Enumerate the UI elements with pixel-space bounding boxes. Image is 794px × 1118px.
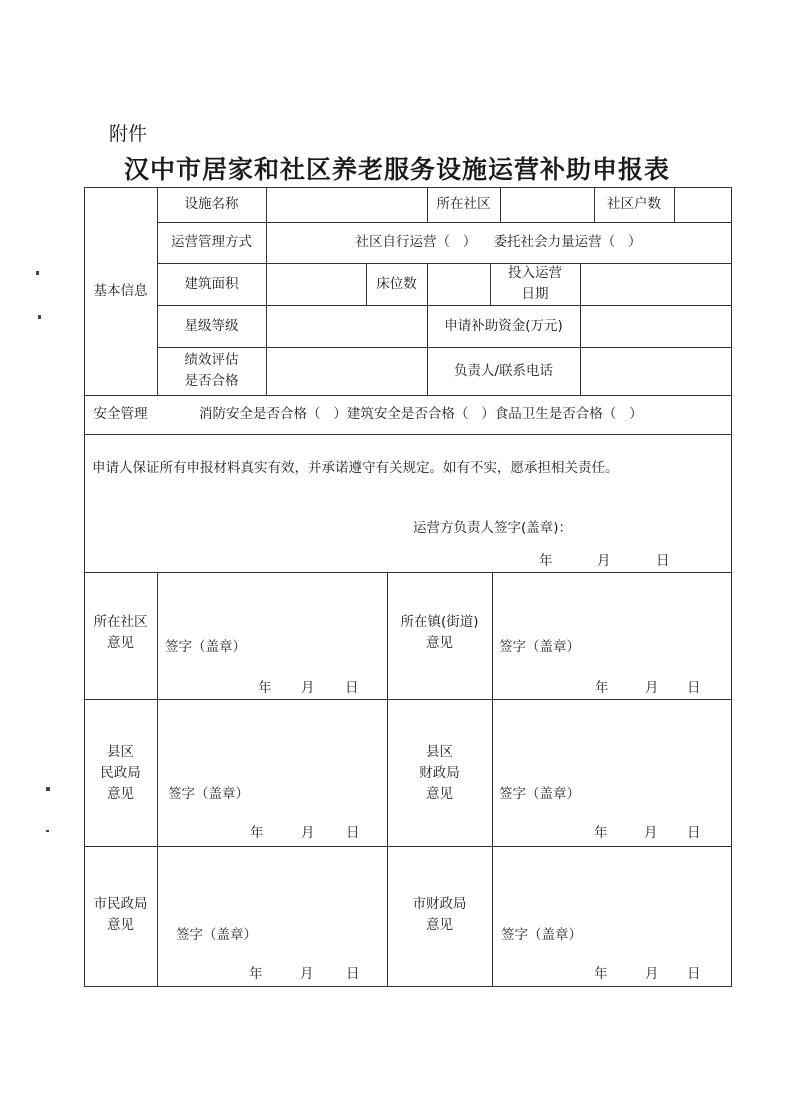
town-opinion-label <box>387 612 492 654</box>
city-civil-affairs-year: 年 <box>249 966 263 982</box>
declaration-month: 月 <box>597 553 611 569</box>
households-field[interactable] <box>674 187 731 222</box>
city-civil-affairs-month: 月 <box>300 966 314 982</box>
community-signature[interactable]: 签字（盖章） <box>165 639 246 655</box>
form-title: 汉中市居家和社区养老服务设施运营补助申报表 <box>123 155 670 184</box>
operation-mode-options[interactable]: 社区自行运营（ ） 委托社会力量运营（ ） <box>355 234 642 250</box>
county-finance-year: 年 <box>594 825 608 841</box>
start-date-label-line1: 投入运营 <box>508 265 562 281</box>
label-line: 意见 <box>426 786 453 802</box>
label-line: 财政局 <box>419 765 460 781</box>
city-finance-day: 日 <box>687 966 701 982</box>
label-line: 市财政局 <box>412 896 467 912</box>
county-civil-affairs-label <box>84 742 157 805</box>
city-civil-affairs-signature[interactable]: 签字（盖章） <box>176 927 257 943</box>
scan-mark <box>46 830 49 832</box>
facility-name-field[interactable] <box>266 187 427 222</box>
community-label: 所在社区 <box>436 196 491 212</box>
community-opinion-label <box>84 612 157 654</box>
star-rating-field[interactable] <box>266 305 427 347</box>
application-form <box>84 187 732 987</box>
evaluation-label <box>157 347 266 395</box>
label-line: 市民政局 <box>93 896 148 912</box>
city-finance-month: 月 <box>645 966 659 982</box>
rule <box>84 699 732 700</box>
county-finance-day: 日 <box>687 825 701 841</box>
city-finance-label <box>387 894 492 936</box>
town-month: 月 <box>645 680 659 696</box>
label-line: 意见 <box>426 635 453 651</box>
households-label: 社区户数 <box>607 196 661 212</box>
county-finance-label <box>387 742 492 805</box>
floor-area-field[interactable] <box>266 263 366 305</box>
start-date-field[interactable] <box>580 263 731 305</box>
scan-mark <box>38 315 41 319</box>
city-finance-signature[interactable]: 签字（盖章） <box>501 927 582 943</box>
evaluation-label-line1: 绩效评估 <box>184 352 239 368</box>
evaluation-field[interactable] <box>266 347 427 395</box>
label-line: 所在社区 <box>93 614 148 630</box>
town-day: 日 <box>687 680 701 696</box>
subsidy-label: 申请补助资金(万元) <box>444 317 563 334</box>
community-day: 日 <box>345 680 359 696</box>
rule <box>84 395 732 396</box>
community-month: 月 <box>301 680 315 696</box>
label-line: 民政局 <box>100 765 141 781</box>
safety-label: 安全管理 <box>93 406 148 422</box>
declaration-text: 申请人保证所有申报材料真实有效，并承诺遵守有关规定。如有不实，愿承担相关责任。 <box>92 460 619 476</box>
subsidy-field[interactable] <box>580 305 731 347</box>
rule <box>492 572 493 987</box>
evaluation-label-line2: 是否合格 <box>184 373 239 389</box>
town-year: 年 <box>595 680 609 696</box>
rule <box>84 434 732 435</box>
rule <box>157 572 158 987</box>
city-civil-affairs-label <box>84 894 157 936</box>
county-civil-affairs-day: 日 <box>346 825 360 841</box>
label-line: 县区 <box>107 744 134 760</box>
contact-field[interactable] <box>580 347 731 395</box>
operation-mode-label: 运营管理方式 <box>171 234 252 250</box>
scan-mark <box>36 271 39 275</box>
border-right <box>731 187 732 987</box>
rule <box>84 572 732 573</box>
label-line: 意见 <box>107 917 134 933</box>
label-line: 县区 <box>426 744 453 760</box>
label-line: 意见 <box>107 635 134 651</box>
county-civil-affairs-year: 年 <box>250 825 264 841</box>
label-line: 意见 <box>426 917 453 933</box>
label-line: 所在镇(街道) <box>400 614 479 630</box>
county-civil-affairs-month: 月 <box>301 825 315 841</box>
declaration-day: 日 <box>656 553 670 569</box>
community-field[interactable] <box>500 187 594 222</box>
declaration-signature[interactable]: 运营方负责人签字(盖章)： <box>413 520 573 536</box>
label-line: 意见 <box>107 786 134 802</box>
start-date-label <box>490 263 580 305</box>
basic-info-label: 基本信息 <box>93 282 148 299</box>
attachment-label: 附件 <box>109 123 148 145</box>
floor-area-label: 建筑面积 <box>184 275 239 292</box>
beds-label: 床位数 <box>376 275 417 292</box>
rule <box>84 846 732 847</box>
star-rating-label: 星级等级 <box>184 317 239 334</box>
start-date-label-line2: 日期 <box>521 286 549 302</box>
community-year: 年 <box>258 680 272 696</box>
county-civil-affairs-signature[interactable]: 签字（盖章） <box>168 786 249 802</box>
declaration-year: 年 <box>539 553 553 569</box>
city-civil-affairs-day: 日 <box>346 966 360 982</box>
city-finance-year: 年 <box>594 966 608 982</box>
beds-field[interactable] <box>427 263 490 305</box>
facility-name-label: 设施名称 <box>184 196 239 212</box>
scan-mark <box>46 787 50 791</box>
contact-label: 负责人/联系电话 <box>453 362 554 379</box>
county-finance-signature[interactable]: 签字（盖章） <box>499 786 580 802</box>
county-finance-month: 月 <box>644 825 658 841</box>
safety-items[interactable]: 消防安全是否合格（ ）建筑安全是否合格（ ）食品卫生是否合格（ ） <box>199 406 643 422</box>
town-signature[interactable]: 签字（盖章） <box>499 639 580 655</box>
border-bottom <box>84 986 732 987</box>
